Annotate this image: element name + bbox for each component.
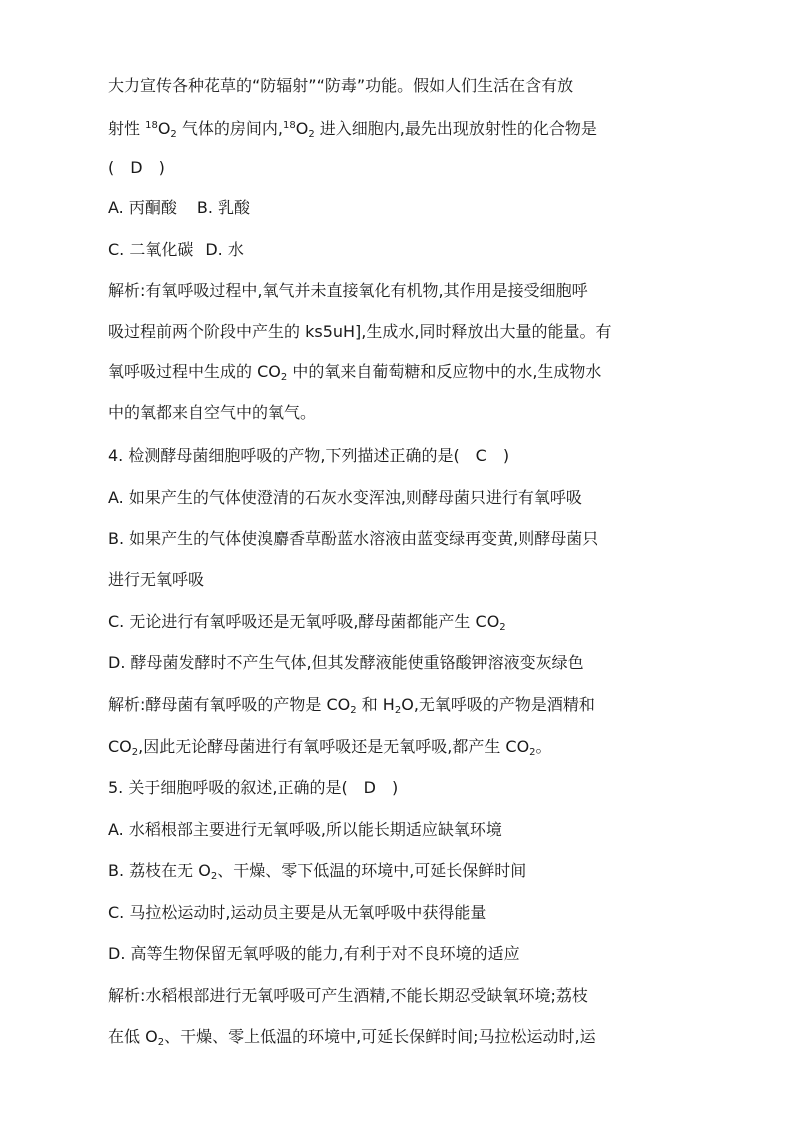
- q4-option-b-line-2: 进行无氧呼吸: [108, 570, 205, 589]
- text-fragment: 和 H: [356, 695, 395, 714]
- text-fragment: 、干燥、零下低温的环境中,可延长保鲜时间: [217, 861, 527, 880]
- subscript: 2: [157, 1037, 165, 1048]
- q4-option-c: [108, 612, 688, 638]
- subscript: 2: [499, 622, 506, 633]
- q3-text-line-1: 大力宣传各种花草的“防辐射”“防毒”功能。假如人们生活在含有放: [108, 76, 574, 95]
- q3-text-line-2: [108, 116, 688, 145]
- text-fragment: C. 无论进行有氧呼吸还是无氧呼吸,酵母菌都能产生 CO: [108, 612, 500, 631]
- q4-stem: 4. 检测酵母菌细胞呼吸的产物,下列描述正确的是( C ): [108, 446, 510, 465]
- text-fragment: O,无氧呼吸的产物是酒精和: [401, 695, 595, 714]
- option-d: D. 水: [205, 240, 244, 259]
- option-c: C. 二氧化碳: [108, 240, 194, 259]
- text-fragment: ,因此无论酵母菌进行有氧呼吸还是无氧呼吸,都产生 CO: [138, 737, 530, 756]
- subscript: 2: [529, 747, 536, 758]
- q3-explanation-line-2: 吸过程前两个阶段中产生的 ks5uH],生成水,同时释放出大量的能量。有: [108, 322, 612, 341]
- q5-explanation-line-2: [108, 1027, 688, 1053]
- q5-option-b: [108, 861, 688, 887]
- q5-option-a: A. 水稻根部主要进行无氧呼吸,所以能长期适应缺氧环境: [108, 820, 502, 839]
- subscript: 2: [308, 129, 315, 140]
- text-fragment: O: [295, 119, 309, 138]
- q5-stem: 5. 关于细胞呼吸的叙述,正确的是( D ): [108, 778, 399, 797]
- text-fragment: 中的氧来自葡萄糖和反应物中的水,生成物水: [287, 362, 602, 381]
- subscript: 2: [280, 372, 288, 383]
- text-fragment: 进入细胞内,最先出现放射性的化合物是: [314, 119, 597, 138]
- text-fragment: 气体的房间内,: [176, 119, 283, 138]
- q5-explanation-line-1: 解析:水稻根部进行无氧呼吸可产生酒精,不能长期忍受缺氧环境;荔枝: [108, 986, 588, 1005]
- option-a: A. 丙酮酸: [108, 198, 177, 217]
- q3-options-ab: [108, 198, 688, 218]
- q5-option-d: D. 高等生物保留无氧呼吸的能力,有利于对不良环境的适应: [108, 944, 520, 963]
- text-fragment: 氧呼吸过程中生成的 CO: [108, 362, 281, 381]
- superscript: 18: [282, 120, 296, 131]
- q5-option-c: C. 马拉松运动时,运动员主要是从无氧呼吸中获得能量: [108, 903, 487, 922]
- text-fragment: 。: [535, 737, 552, 756]
- q4-explanation-line-2: [108, 737, 688, 763]
- q4-option-d: D. 酵母菌发酵时不产生气体,但其发酵液能使重铬酸钾溶液变灰绿色: [108, 653, 584, 672]
- text-fragment: 射性: [108, 119, 146, 138]
- text-fragment: 在低 O: [108, 1027, 158, 1046]
- subscript: 2: [394, 705, 402, 716]
- q3-explanation-line-3: [108, 362, 688, 388]
- q3-explanation-line-1: 解析:有氧呼吸过程中,氧气并未直接氧化有机物,其作用是接受细胞呼: [108, 281, 588, 300]
- q3-options-cd: [108, 240, 688, 260]
- q3-answer: ( D ): [108, 158, 165, 177]
- subscript: 2: [170, 129, 177, 140]
- superscript: 18: [145, 120, 158, 131]
- text-fragment: B. 荔枝在无 O: [108, 861, 211, 880]
- q4-option-b-line-1: B. 如果产生的气体使溴麝香草酚蓝水溶液由蓝变绿再变黄,则酵母菌只: [108, 529, 599, 548]
- q4-option-a: A. 如果产生的气体使澄清的石灰水变浑浊,则酵母菌只进行有氧呼吸: [108, 488, 582, 507]
- subscript: 2: [210, 871, 218, 882]
- text-fragment: O: [157, 119, 171, 138]
- text-fragment: 、干燥、零上低温的环境中,可延长保鲜时间;马拉松运动时,运: [164, 1027, 596, 1046]
- subscript: 2: [350, 705, 357, 716]
- q3-explanation-line-4: 中的氧都来自空气中的氧气。: [108, 403, 317, 422]
- q4-explanation-line-1: [108, 695, 688, 721]
- subscript: 2: [131, 747, 139, 758]
- text-fragment: CO: [108, 737, 132, 756]
- text-fragment: 解析:酵母菌有氧呼吸的产物是 CO: [108, 695, 351, 714]
- option-b: B. 乳酸: [196, 198, 250, 217]
